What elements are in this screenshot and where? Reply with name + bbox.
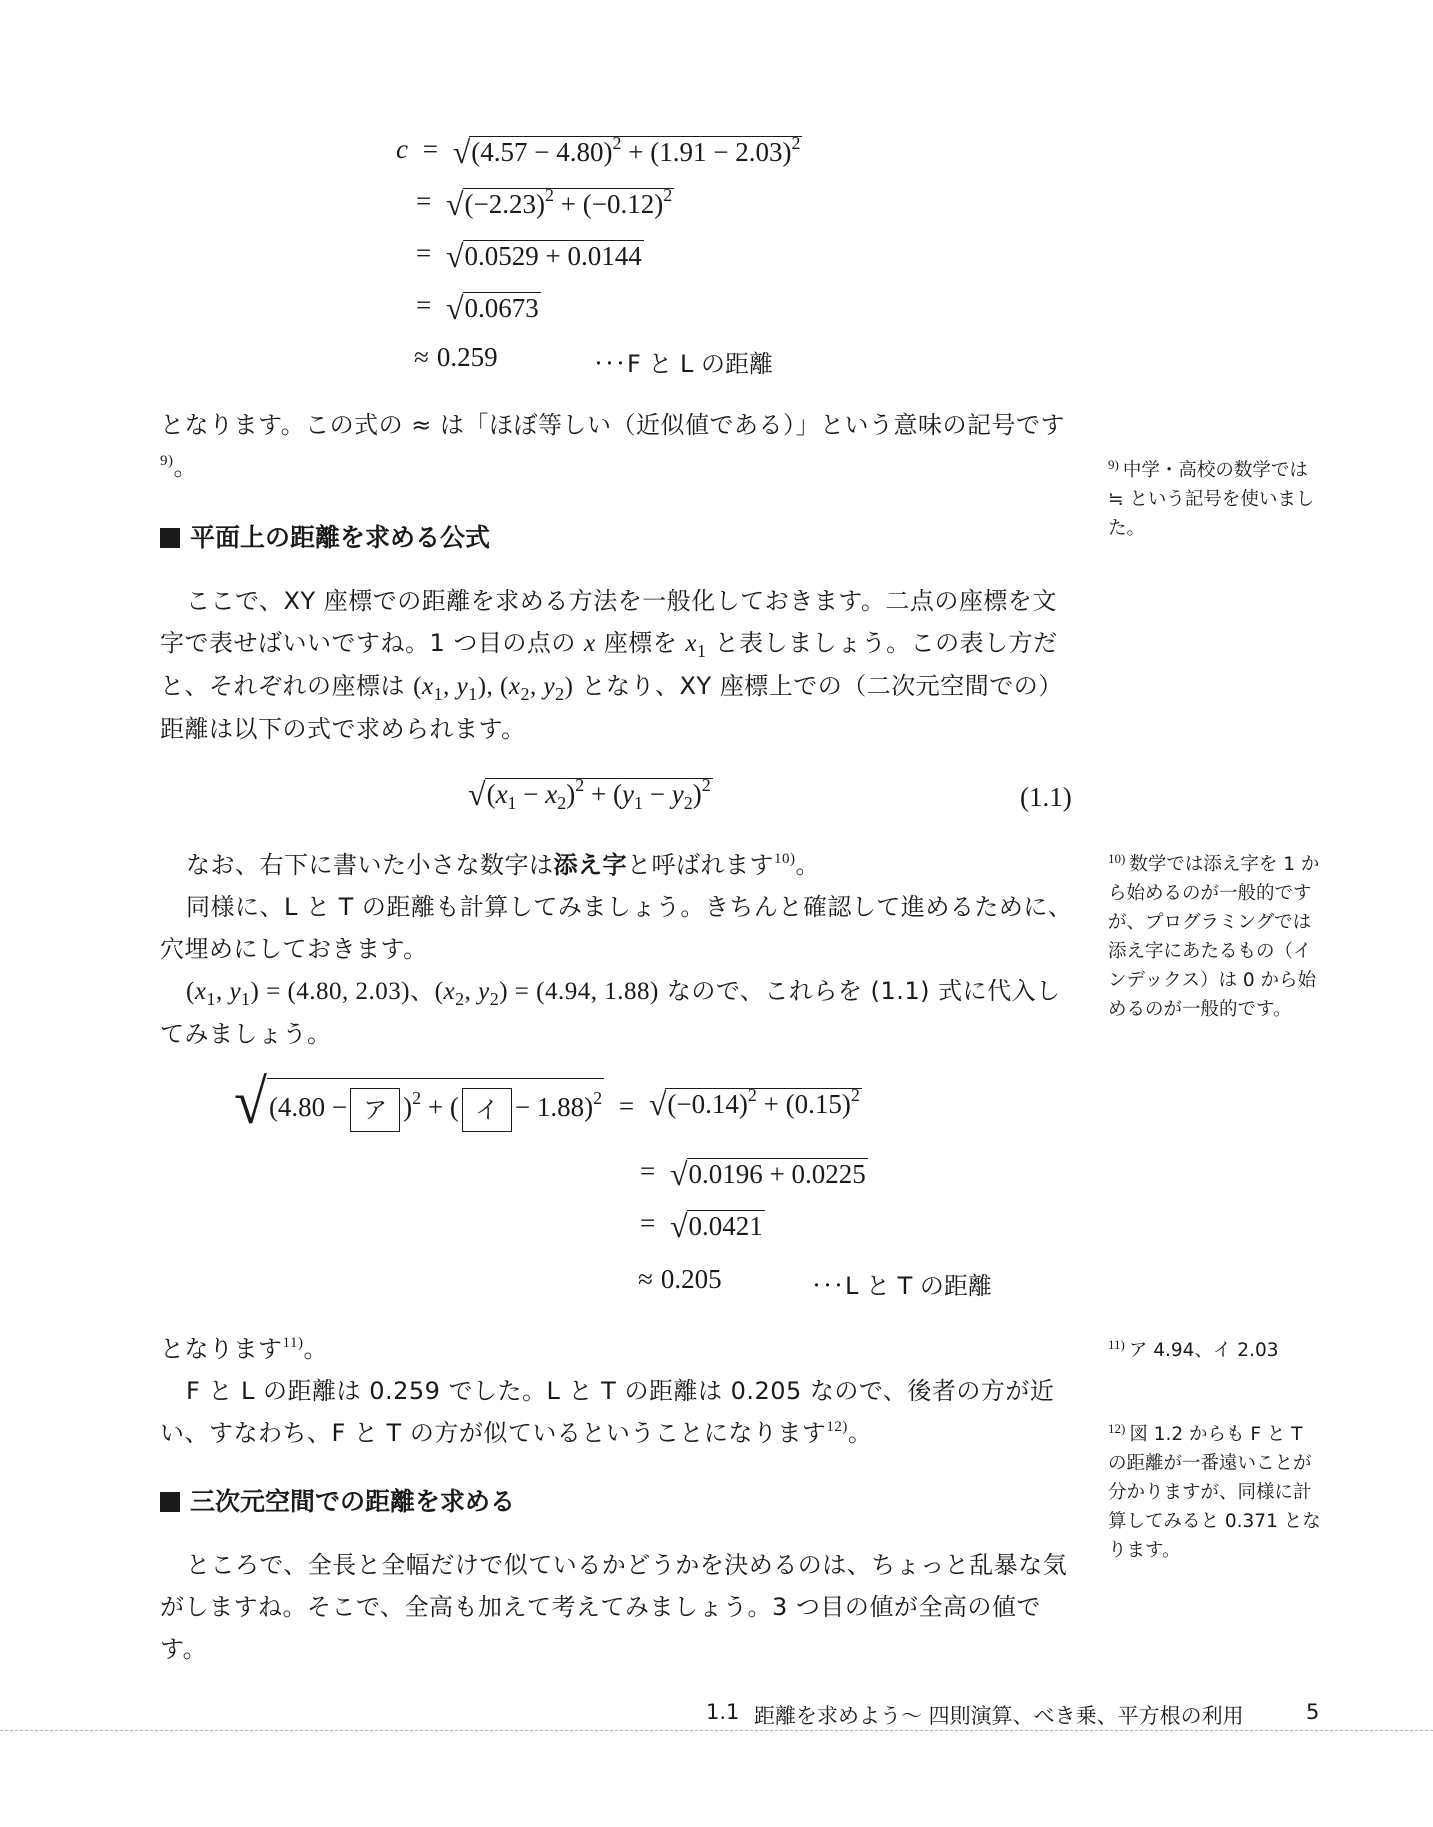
eq2-line4-note: ···L と T の距離 bbox=[812, 1270, 992, 1300]
paragraph-fill-in: 同様に、L と T の距離も計算してみましょう。きちんと確認して進めるために、穴埋めにしておきます。 bbox=[160, 893, 1073, 963]
paragraph-subscript: なお、右下に書いた小さな数字は添え字と呼ばれます$^{10)}$。 bbox=[186, 851, 820, 879]
paragraph-approx: となります。この式の ≈ は「ほぼ等しい（近似値である）」という意味の記号です$^{9)}$。 bbox=[160, 411, 1065, 481]
sidenote-9: $^{9)}$ 中学・高校の数学では ≒ という記号を使いました。 bbox=[1108, 457, 1315, 539]
eq1-lhs: c bbox=[396, 134, 408, 164]
eq1-line3: = √ 0.0529 + 0.0144 bbox=[416, 237, 642, 274]
square-bullet-icon bbox=[160, 528, 180, 548]
footer-divider bbox=[0, 1730, 1433, 1731]
section-heading-3d-distance: 三次元空間での距離を求める bbox=[160, 1482, 515, 1518]
page-number: 5 bbox=[1306, 1700, 1320, 1724]
sidenote-11: $^{11)}$ ア 4.94、イ 2.03 bbox=[1108, 1337, 1279, 1361]
paragraph-generalize: ここで、XY 座標での距離を求める方法を一般化しておきます。二点の座標を文字で表せばいいですね。1 つ目の点の x 座標を $x_1$ と表しましょう。この表し方だと、それぞれの座標は ($x_1$, $y_1$), ($x_2$, $y_2$) となり、XY 座標上での（二次元空間での）距離は以下の式で求められます。 bbox=[160, 587, 1063, 743]
paragraph-substitute: ($x_1$, $y_1) = (4.80$, 2.03)、($x_2$, $y_2) = (4.94$, 1.88) なので、これらを (1.1) 式に代入してみましょう。 bbox=[160, 977, 1061, 1048]
paragraph-3d: ところで、全長と全幅だけで似ているかどうかを決めるのは、ちょっと乱暴な気がしますね。そこで、全高も加えて考えてみましょう。3 つ目の値が全高の値です。 bbox=[160, 1551, 1068, 1663]
formula-1-1: √ $(x_1 - x_2)^2 + (y_1 - y_2)^2$ bbox=[468, 774, 711, 813]
big-sqrt: √ (4.80 − ア )$^2$ + ( イ − 1.88)$^2$ bbox=[234, 1067, 603, 1137]
eq1-line5: ≈ 0.259 bbox=[414, 342, 498, 372]
eq2-line4: ≈ 0.205 bbox=[638, 1264, 722, 1294]
eq1-line5-note: ···F と L の距離 bbox=[594, 348, 774, 378]
square-bullet-icon bbox=[160, 1492, 180, 1512]
footer-section-title: 距離を求めよう～ 四則演算、べき乗、平方根の利用 bbox=[754, 1704, 1244, 1728]
section-heading-plane-distance: 平面上の距離を求める公式 bbox=[160, 518, 490, 554]
eq2-line2: = √ 0.0196 + 0.0225 bbox=[640, 1155, 866, 1192]
eq2-line3: = √ 0.0421 bbox=[640, 1207, 763, 1244]
footer-section-number: 1.1 bbox=[706, 1700, 740, 1724]
sidenote-10: $^{10)}$ 数学では添え字を 1 から始めるのが一般的ですが、プログラミングでは添え字にあたるもの（インデックス）は 0 から始めるのが一般的です。 bbox=[1108, 851, 1320, 1020]
sqrt-1: √ $(4.57 - 4.80)^2 + (1.91 - 2.03)^2$ bbox=[452, 132, 801, 170]
equation-number: (1.1) bbox=[1020, 782, 1072, 812]
eq1-line1: c = √ $(4.57 - 4.80)^2 + (1.91 - 2.03)^2$ bbox=[396, 132, 801, 170]
paragraph-compare: F と L の距離は 0.259 でした。L と T の距離は 0.205 なので、後者の方が近い、すなわち、F と T の方が似ているということになります$^{12)}$。 bbox=[160, 1377, 1055, 1447]
paragraph-result: となります$^{11)}$。 bbox=[160, 1335, 328, 1363]
term-subscript: 添え字 bbox=[553, 851, 627, 879]
eq1-line4: = √ 0.0673 bbox=[416, 289, 539, 326]
blank-box-i: イ bbox=[462, 1088, 512, 1132]
eq1-line2: = √ $(-2.23)^2 + (-0.12)^2$ bbox=[416, 184, 673, 222]
eq2-line1: √ (4.80 − ア )$^2$ + ( イ − 1.88)$^2$ = √ $(-0.14)^2 + (0.15)^2$ bbox=[234, 1067, 860, 1137]
sidenote-12: $^{12)}$ 図 1.2 からも F と T の距離が一番遠いことが分かりますが、同様に計算してみると 0.371 となります。 bbox=[1108, 1421, 1321, 1561]
blank-box-a: ア bbox=[350, 1088, 400, 1132]
